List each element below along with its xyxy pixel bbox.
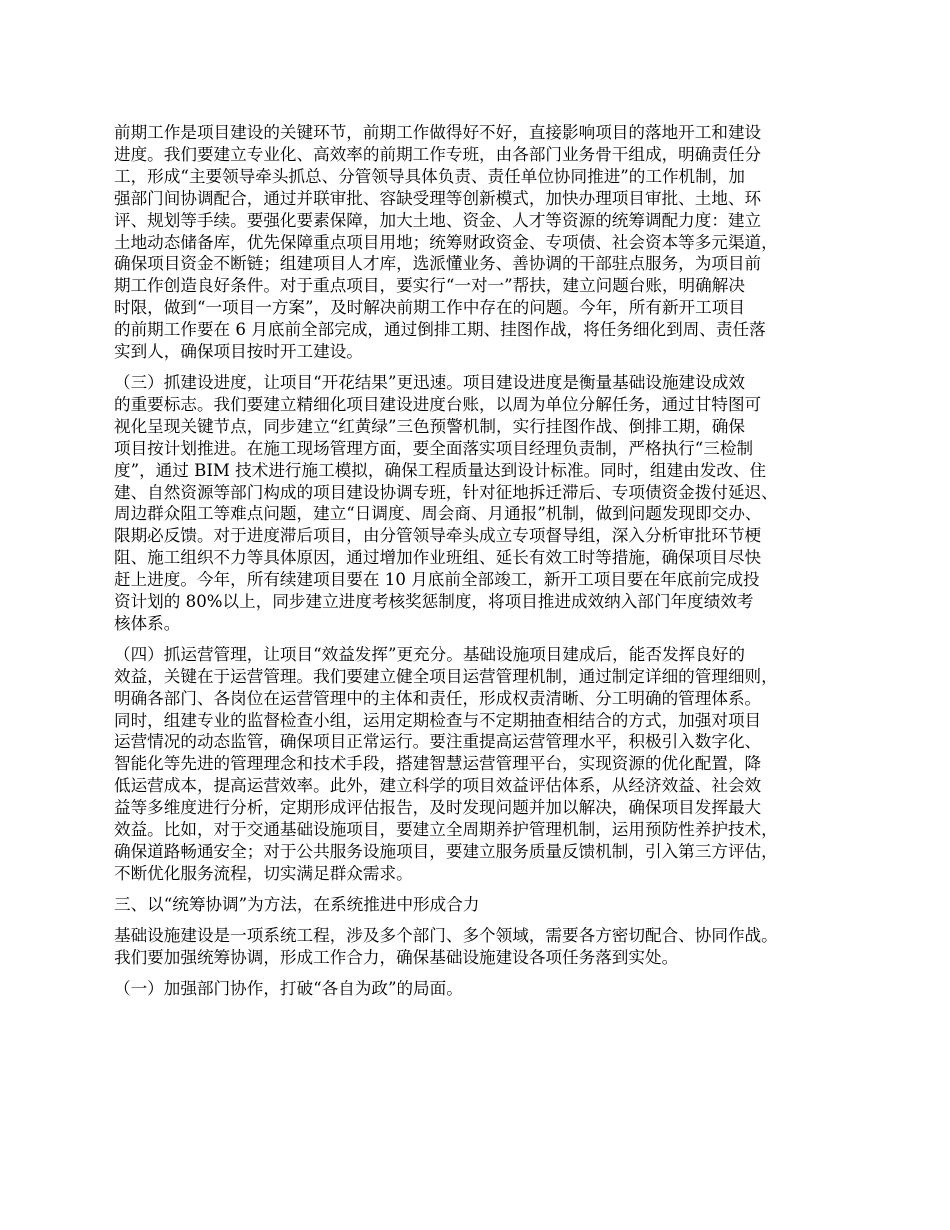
text-line: 核体系。 xyxy=(114,613,181,633)
text-line: 效益。比如，对于交通基础设施项目，要建立全周期养护管理机制，运用预防性养护技术， xyxy=(114,820,778,840)
text-line: 强部门间协调配合，通过并联审批、容缺受理等创新模式，加快办理项目审批、土地、环 xyxy=(114,188,762,208)
text-line: 的重要标志。我们要建立精细化项目建设进度台账，以周为单位分解任务，通过甘特图可 xyxy=(114,394,762,414)
text-line: （三）抓建设进度，让项目“开花结果”更迅速。项目建设进度是衡量基础设施建设成效 xyxy=(114,372,745,392)
text-line: 我们要加强统筹协调，形成工作合力，确保基础设施建设各项任务落到实处。 xyxy=(114,947,679,967)
text-line: 前期工作是项目建设的关键环节，前期工作做得好不好，直接影响项目的落地开工和建设 xyxy=(114,123,762,142)
paragraph-system-engineering xyxy=(114,925,858,969)
text-line: 时限，做到“一项目一方案”，及时解决前期工作中存在的问题。今年，所有新开工项目 xyxy=(114,298,745,318)
text-line: 智能化等先进的管理理念和技术手段，搭建智慧运营管理平台，实现资源的优化配置，降 xyxy=(114,754,762,774)
paragraph-operation-management xyxy=(114,644,858,885)
section-heading: 三、以“统筹协调”为方法，在系统推进中形成合力 xyxy=(114,894,480,914)
text-line: 不断优化服务流程，切实满足群众需求。 xyxy=(114,863,413,883)
text-line: 同时，组建专业的监督检查小组，运用定期检查与不定期抽查相结合的方式，加强对项目 xyxy=(114,710,762,730)
text-line: 度”，通过 BIM 技术进行施工模拟，确保工程质量达到设计标准。同时，组建由发改、住 xyxy=(114,460,767,480)
text-line: 的前期工作要在 6 月底前全部完成，通过倒排工期、挂图作战，将任务细化到周、责任落 xyxy=(114,320,766,340)
text-line: 建、自然资源等部门构成的项目建设协调专班，针对征地拆迁滞后、专项债资金拨付延迟、 xyxy=(114,482,778,502)
text-line: 低运营成本，提高运营效率。此外，建立科学的项目效益评估体系，从经济效益、社会效 xyxy=(114,776,762,796)
paragraph-construction-progress xyxy=(114,372,858,635)
text-line: 效益，关键在于运营管理。我们要建立健全项目运营管理机制，通过制定详细的管理细则， xyxy=(114,666,778,686)
text-line: （四）抓运营管理，让项目“效益发挥”更充分。基础设施项目建成后，能否发挥良好的 xyxy=(114,644,745,664)
text-line: 周边群众阻工等难点问题，建立“日调度、周会商、月通报”机制，做到问题发现即交办、 xyxy=(114,504,762,524)
text-line: 期工作创造良好条件。对于重点项目，要实行“一对一”帮扶，建立问题台账，明确解决 xyxy=(114,276,745,296)
text-line: 评、规划等手续。要强化要素保障，加大土地、资金、人才等资源的统筹调配力度：建立 xyxy=(114,210,762,230)
text-line: 确保道路畅通安全；对于公共服务设施项目，要建立服务质量反馈机制，引入第三方评估， xyxy=(114,842,778,861)
text-line: 进度。我们要建立专业化、高效率的前期工作专班，由各部门业务骨干组成，明确责任分 xyxy=(114,144,762,164)
document-body xyxy=(114,122,858,1008)
subheading-department-cooperation xyxy=(114,978,858,1000)
text-line: 实到人，确保项目按时开工建设。 xyxy=(114,342,363,362)
text-line: 工，形成“主要领导牵头抓总、分管领导具体负责、责任单位协同推进”的工作机制，加 xyxy=(114,166,745,186)
text-line: 基础设施建设是一项系统工程，涉及多个部门、多个领域，需要各方密切配合、协同作战。 xyxy=(114,925,778,945)
subsection-heading: （一）加强部门协作，打破“各自为政”的局面。 xyxy=(114,978,463,998)
text-line: 资计划的 80%以上，同步建立进度考核奖惩制度，将项目推进成效纳入部门年度绩效考 xyxy=(114,592,754,612)
text-line: 项目按计划推进。在施工现场管理方面，要全面落实项目经理负责制，严格执行“三检制 xyxy=(114,438,754,458)
text-line: 赶上进度。今年，所有续建项目要在 10 月底前全部竣工，新开工项目要在年底前完成投 xyxy=(114,570,760,590)
text-line: 明确各部门、各岗位在运营管理中的主体和责任，形成权责清晰、分工明确的管理体系。 xyxy=(114,688,762,708)
section-heading-coordination xyxy=(114,894,858,916)
text-line: 限期必反馈。对于进度滞后项目，由分管领导牵头成立专项督导组，深入分析审批环节梗 xyxy=(114,526,762,546)
text-line: 益等多维度进行分析，定期形成评估报告，及时发现问题并加以解决，确保项目发挥最大 xyxy=(114,798,762,818)
text-line: 视化呈现关键节点，同步建立“红黄绿”三色预警机制，实行挂图作战、倒排工期，确保 xyxy=(114,416,745,436)
text-line: 确保项目资金不断链；组建项目人才库，选派懂业务、善协调的干部驻点服务，为项目前 xyxy=(114,254,762,274)
text-line: 阻、施工组织不力等具体原因，通过增加作业班组、延长有效工时等措施，确保项目尽快 xyxy=(114,548,762,568)
text-line: 运营情况的动态监管，确保项目正常运行。要注重提高运营管理水平，积极引入数字化、 xyxy=(114,732,762,752)
paragraph-preliminary-work xyxy=(114,122,858,363)
text-line: 土地动态储备库，优先保障重点项目用地；统筹财政资金、专项债、社会资本等多元渠道， xyxy=(114,232,778,252)
